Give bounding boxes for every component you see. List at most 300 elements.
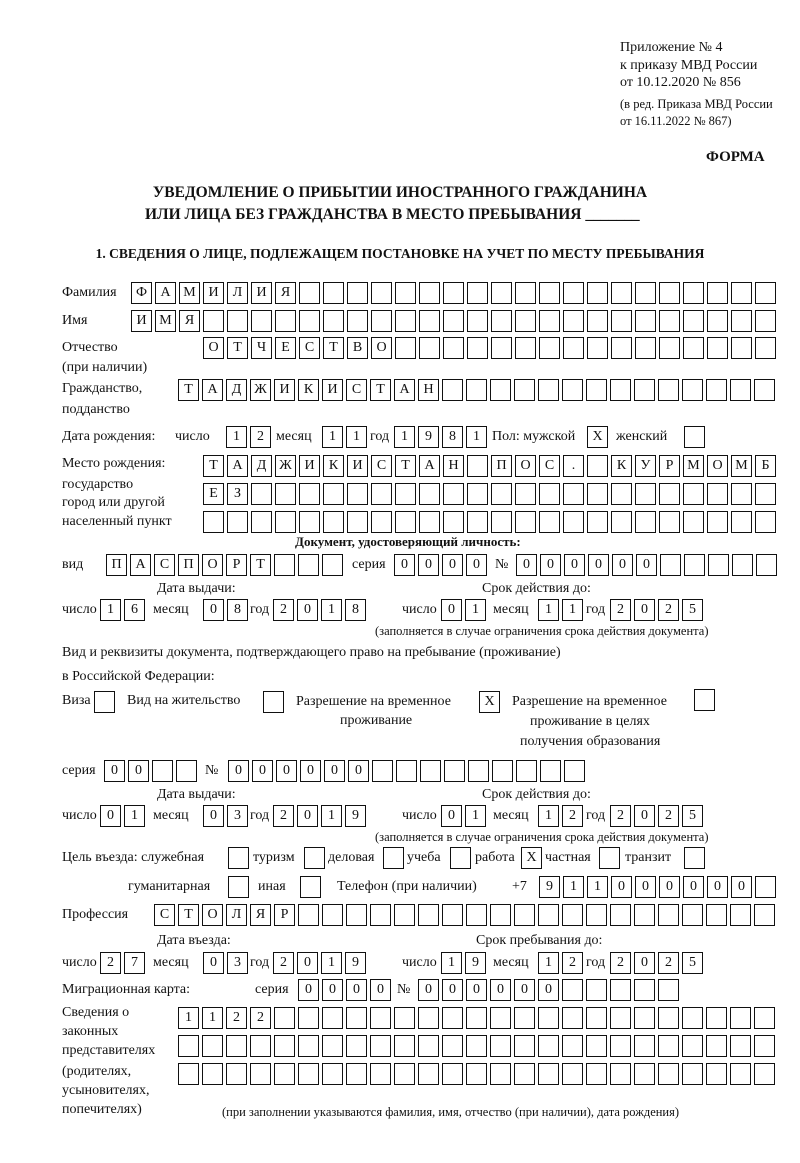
field-cell[interactable] — [562, 1063, 583, 1085]
field-cell[interactable]: Л — [227, 282, 248, 304]
field-cell[interactable]: 5 — [682, 599, 703, 621]
field-cell[interactable]: И — [131, 310, 152, 332]
field-cell[interactable] — [394, 904, 415, 926]
purpose-other-checkbox[interactable] — [300, 876, 324, 898]
field-cell[interactable]: 0 — [636, 554, 657, 576]
field-cell[interactable] — [586, 1007, 607, 1029]
field-cell[interactable] — [754, 379, 775, 401]
field-cell[interactable] — [514, 1035, 535, 1057]
field-cell[interactable]: 1 — [226, 426, 247, 448]
field-cell[interactable]: А — [155, 282, 176, 304]
field-cell[interactable]: 8 — [442, 426, 463, 448]
field-cell[interactable] — [228, 847, 249, 869]
field-cell[interactable]: 3 — [227, 952, 248, 974]
field-cell[interactable] — [298, 904, 319, 926]
field-cell[interactable]: 2 — [273, 599, 294, 621]
field-cell[interactable] — [539, 310, 560, 332]
field-cell[interactable] — [418, 1063, 439, 1085]
field-cell[interactable]: 6 — [124, 599, 145, 621]
field-cell[interactable] — [755, 876, 776, 898]
field-cell[interactable] — [634, 1035, 655, 1057]
field-cell[interactable]: Ж — [250, 379, 271, 401]
field-cell[interactable] — [202, 1035, 223, 1057]
field-cell[interactable] — [490, 1007, 511, 1029]
field-cell[interactable]: 0 — [612, 554, 633, 576]
field-cell[interactable] — [756, 554, 777, 576]
field-cell[interactable] — [515, 483, 536, 505]
field-cell[interactable]: 1 — [321, 599, 342, 621]
stay-issue-month-field[interactable] — [203, 805, 251, 827]
field-cell[interactable]: С — [154, 904, 175, 926]
doc-kind-field[interactable] — [106, 554, 346, 576]
field-cell[interactable]: 0 — [611, 876, 632, 898]
field-cell[interactable]: 1 — [346, 426, 367, 448]
field-cell[interactable] — [538, 1035, 559, 1057]
birth-day-field[interactable] — [226, 426, 274, 448]
field-cell[interactable] — [323, 282, 344, 304]
field-cell[interactable]: 0 — [466, 979, 487, 1001]
field-cell[interactable]: 0 — [203, 952, 224, 974]
stay-series-field[interactable] — [104, 760, 200, 782]
field-cell[interactable] — [610, 379, 631, 401]
field-cell[interactable] — [539, 483, 560, 505]
field-cell[interactable]: О — [515, 455, 536, 477]
field-cell[interactable]: Я — [179, 310, 200, 332]
field-cell[interactable] — [658, 979, 679, 1001]
field-cell[interactable] — [587, 310, 608, 332]
field-cell[interactable] — [658, 379, 679, 401]
field-cell[interactable] — [467, 511, 488, 533]
field-cell[interactable] — [659, 282, 680, 304]
field-cell[interactable] — [755, 511, 776, 533]
field-cell[interactable] — [490, 379, 511, 401]
field-cell[interactable] — [706, 379, 727, 401]
field-cell[interactable] — [394, 1007, 415, 1029]
field-cell[interactable] — [442, 904, 463, 926]
field-cell[interactable]: А — [227, 455, 248, 477]
field-cell[interactable] — [298, 1063, 319, 1085]
reps-field-2[interactable] — [178, 1035, 778, 1057]
phone-field[interactable] — [539, 876, 779, 898]
field-cell[interactable] — [420, 760, 441, 782]
field-cell[interactable]: 2 — [250, 1007, 271, 1029]
field-cell[interactable]: И — [322, 379, 343, 401]
field-cell[interactable]: 9 — [345, 952, 366, 974]
field-cell[interactable]: 0 — [441, 599, 462, 621]
field-cell[interactable] — [322, 904, 343, 926]
field-cell[interactable]: 0 — [300, 760, 321, 782]
stay-issue-year-field[interactable] — [273, 805, 369, 827]
field-cell[interactable]: 9 — [345, 805, 366, 827]
field-cell[interactable] — [250, 1035, 271, 1057]
field-cell[interactable]: С — [346, 379, 367, 401]
field-cell[interactable]: 1 — [562, 599, 583, 621]
field-cell[interactable] — [443, 483, 464, 505]
citizenship-field[interactable] — [178, 379, 778, 401]
field-cell[interactable] — [298, 554, 319, 576]
sex-male-checkbox[interactable] — [587, 426, 611, 448]
field-cell[interactable] — [731, 310, 752, 332]
field-cell[interactable] — [564, 760, 585, 782]
field-cell[interactable]: 0 — [203, 805, 224, 827]
field-cell[interactable] — [611, 483, 632, 505]
field-cell[interactable] — [394, 1035, 415, 1057]
field-cell[interactable]: 2 — [658, 952, 679, 974]
field-cell[interactable]: 1 — [587, 876, 608, 898]
field-cell[interactable] — [322, 1063, 343, 1085]
field-cell[interactable] — [562, 979, 583, 1001]
field-cell[interactable]: 0 — [634, 952, 655, 974]
field-cell[interactable]: 0 — [100, 805, 121, 827]
field-cell[interactable] — [371, 282, 392, 304]
field-cell[interactable]: 2 — [610, 805, 631, 827]
field-cell[interactable] — [754, 1035, 775, 1057]
field-cell[interactable] — [227, 310, 248, 332]
field-cell[interactable]: 0 — [276, 760, 297, 782]
field-cell[interactable] — [251, 310, 272, 332]
field-cell[interactable] — [347, 511, 368, 533]
field-cell[interactable] — [442, 1035, 463, 1057]
field-cell[interactable] — [611, 511, 632, 533]
field-cell[interactable] — [251, 511, 272, 533]
field-cell[interactable] — [540, 760, 561, 782]
field-cell[interactable] — [228, 876, 249, 898]
field-cell[interactable] — [346, 1007, 367, 1029]
field-cell[interactable]: Т — [250, 554, 271, 576]
field-cell[interactable] — [707, 310, 728, 332]
field-cell[interactable]: 0 — [635, 876, 656, 898]
field-cell[interactable] — [300, 876, 321, 898]
field-cell[interactable] — [491, 337, 512, 359]
field-cell[interactable]: И — [251, 282, 272, 304]
field-cell[interactable] — [346, 1035, 367, 1057]
field-cell[interactable]: 0 — [707, 876, 728, 898]
field-cell[interactable]: 0 — [324, 760, 345, 782]
field-cell[interactable] — [586, 979, 607, 1001]
field-cell[interactable]: 1 — [465, 599, 486, 621]
field-cell[interactable] — [755, 483, 776, 505]
field-cell[interactable]: З — [227, 483, 248, 505]
field-cell[interactable] — [682, 1007, 703, 1029]
field-cell[interactable] — [586, 1035, 607, 1057]
field-cell[interactable] — [394, 1063, 415, 1085]
field-cell[interactable]: С — [154, 554, 175, 576]
field-cell[interactable] — [708, 554, 729, 576]
field-cell[interactable] — [443, 282, 464, 304]
field-cell[interactable] — [419, 483, 440, 505]
field-cell[interactable]: К — [323, 455, 344, 477]
field-cell[interactable] — [514, 1007, 535, 1029]
field-cell[interactable]: Б — [755, 455, 776, 477]
field-cell[interactable] — [250, 1063, 271, 1085]
doc-series-field[interactable] — [394, 554, 490, 576]
field-cell[interactable] — [418, 904, 439, 926]
field-cell[interactable] — [730, 904, 751, 926]
field-cell[interactable] — [538, 379, 559, 401]
field-cell[interactable] — [586, 1063, 607, 1085]
field-cell[interactable] — [491, 483, 512, 505]
field-cell[interactable]: X — [479, 691, 500, 713]
field-cell[interactable]: 7 — [124, 952, 145, 974]
field-cell[interactable]: Р — [274, 904, 295, 926]
field-cell[interactable] — [178, 1063, 199, 1085]
field-cell[interactable] — [226, 1035, 247, 1057]
field-cell[interactable]: 1 — [178, 1007, 199, 1029]
field-cell[interactable] — [383, 847, 404, 869]
field-cell[interactable]: 2 — [100, 952, 121, 974]
field-cell[interactable]: 0 — [394, 554, 415, 576]
field-cell[interactable] — [466, 904, 487, 926]
field-cell[interactable]: 0 — [564, 554, 585, 576]
field-cell[interactable]: 1 — [124, 805, 145, 827]
field-cell[interactable] — [322, 1007, 343, 1029]
field-cell[interactable] — [346, 904, 367, 926]
field-cell[interactable]: X — [521, 847, 542, 869]
field-cell[interactable] — [587, 282, 608, 304]
field-cell[interactable] — [706, 1007, 727, 1029]
purpose-work-checkbox[interactable] — [521, 847, 545, 869]
field-cell[interactable] — [684, 554, 705, 576]
field-cell[interactable]: К — [298, 379, 319, 401]
field-cell[interactable] — [275, 310, 296, 332]
field-cell[interactable] — [395, 310, 416, 332]
field-cell[interactable]: М — [179, 282, 200, 304]
field-cell[interactable] — [586, 904, 607, 926]
field-cell[interactable] — [178, 1035, 199, 1057]
field-cell[interactable] — [635, 483, 656, 505]
field-cell[interactable]: 2 — [610, 952, 631, 974]
field-cell[interactable]: 0 — [252, 760, 273, 782]
field-cell[interactable] — [683, 511, 704, 533]
field-cell[interactable]: 0 — [490, 979, 511, 1001]
field-cell[interactable] — [347, 282, 368, 304]
field-cell[interactable] — [706, 1035, 727, 1057]
surname-field[interactable] — [131, 282, 779, 304]
field-cell[interactable]: 2 — [658, 599, 679, 621]
field-cell[interactable] — [275, 483, 296, 505]
field-cell[interactable] — [516, 760, 537, 782]
field-cell[interactable]: В — [347, 337, 368, 359]
field-cell[interactable] — [227, 511, 248, 533]
field-cell[interactable] — [466, 1035, 487, 1057]
field-cell[interactable] — [152, 760, 173, 782]
field-cell[interactable]: . — [563, 455, 584, 477]
field-cell[interactable]: Я — [275, 282, 296, 304]
field-cell[interactable] — [490, 904, 511, 926]
field-cell[interactable] — [490, 1035, 511, 1057]
field-cell[interactable]: 2 — [658, 805, 679, 827]
field-cell[interactable]: 2 — [273, 952, 294, 974]
field-cell[interactable] — [372, 760, 393, 782]
field-cell[interactable] — [563, 483, 584, 505]
field-cell[interactable]: 0 — [588, 554, 609, 576]
field-cell[interactable] — [563, 337, 584, 359]
field-cell[interactable] — [467, 282, 488, 304]
purpose-transit-checkbox[interactable] — [684, 847, 708, 869]
field-cell[interactable] — [275, 511, 296, 533]
field-cell[interactable] — [176, 760, 197, 782]
field-cell[interactable]: 1 — [321, 952, 342, 974]
field-cell[interactable] — [754, 1063, 775, 1085]
field-cell[interactable]: 0 — [128, 760, 149, 782]
stay-valid-year-field[interactable] — [610, 805, 706, 827]
field-cell[interactable] — [706, 904, 727, 926]
profession-field[interactable] — [154, 904, 778, 926]
field-cell[interactable]: 0 — [228, 760, 249, 782]
field-cell[interactable] — [732, 554, 753, 576]
field-cell[interactable]: И — [299, 455, 320, 477]
field-cell[interactable] — [659, 337, 680, 359]
field-cell[interactable] — [706, 1063, 727, 1085]
field-cell[interactable] — [684, 847, 705, 869]
field-cell[interactable] — [323, 511, 344, 533]
field-cell[interactable]: 0 — [298, 979, 319, 1001]
field-cell[interactable] — [659, 511, 680, 533]
field-cell[interactable]: 2 — [562, 952, 583, 974]
birthplace-field-2[interactable] — [203, 483, 779, 505]
entry-year-field[interactable] — [273, 952, 369, 974]
field-cell[interactable]: 1 — [321, 805, 342, 827]
field-cell[interactable] — [274, 1035, 295, 1057]
field-cell[interactable] — [203, 511, 224, 533]
field-cell[interactable]: А — [130, 554, 151, 576]
field-cell[interactable] — [347, 310, 368, 332]
field-cell[interactable]: О — [202, 904, 223, 926]
field-cell[interactable] — [467, 310, 488, 332]
field-cell[interactable]: 5 — [682, 805, 703, 827]
field-cell[interactable] — [419, 310, 440, 332]
purpose-business-checkbox[interactable] — [383, 847, 407, 869]
field-cell[interactable] — [731, 511, 752, 533]
purpose-private-checkbox[interactable] — [599, 847, 623, 869]
field-cell[interactable]: Т — [178, 904, 199, 926]
field-cell[interactable] — [490, 1063, 511, 1085]
field-cell[interactable] — [396, 760, 417, 782]
field-cell[interactable] — [635, 511, 656, 533]
field-cell[interactable] — [491, 310, 512, 332]
field-cell[interactable]: Т — [370, 379, 391, 401]
field-cell[interactable] — [299, 511, 320, 533]
reps-field-1[interactable] — [178, 1007, 778, 1029]
field-cell[interactable] — [263, 691, 284, 713]
birthplace-field-1[interactable] — [203, 455, 779, 477]
stay-valid-month-field[interactable] — [538, 805, 586, 827]
field-cell[interactable]: 2 — [250, 426, 271, 448]
stay-valid-day-field[interactable] — [441, 805, 489, 827]
field-cell[interactable] — [299, 282, 320, 304]
field-cell[interactable] — [442, 1063, 463, 1085]
field-cell[interactable]: 0 — [441, 805, 462, 827]
field-cell[interactable] — [274, 1063, 295, 1085]
until-month-field[interactable] — [538, 952, 586, 974]
field-cell[interactable] — [419, 282, 440, 304]
field-cell[interactable]: 0 — [540, 554, 561, 576]
entry-month-field[interactable] — [203, 952, 251, 974]
field-cell[interactable]: 0 — [442, 554, 463, 576]
mc-number-field[interactable] — [418, 979, 682, 1001]
field-cell[interactable] — [731, 483, 752, 505]
field-cell[interactable] — [635, 337, 656, 359]
field-cell[interactable] — [94, 691, 115, 713]
field-cell[interactable]: 2 — [562, 805, 583, 827]
stay-number-field[interactable] — [228, 760, 588, 782]
field-cell[interactable] — [251, 483, 272, 505]
field-cell[interactable] — [347, 483, 368, 505]
field-cell[interactable]: 0 — [322, 979, 343, 1001]
field-cell[interactable]: Р — [659, 455, 680, 477]
field-cell[interactable]: X — [587, 426, 608, 448]
purpose-tourism-checkbox[interactable] — [304, 847, 328, 869]
until-year-field[interactable] — [610, 952, 706, 974]
field-cell[interactable]: 1 — [538, 599, 559, 621]
field-cell[interactable] — [562, 379, 583, 401]
field-cell[interactable] — [587, 511, 608, 533]
field-cell[interactable]: Ф — [131, 282, 152, 304]
field-cell[interactable]: 1 — [100, 599, 121, 621]
field-cell[interactable] — [370, 1007, 391, 1029]
field-cell[interactable] — [587, 455, 608, 477]
field-cell[interactable]: С — [299, 337, 320, 359]
field-cell[interactable] — [323, 310, 344, 332]
field-cell[interactable] — [634, 904, 655, 926]
field-cell[interactable] — [562, 1007, 583, 1029]
doc-number-field[interactable] — [516, 554, 780, 576]
field-cell[interactable] — [610, 1035, 631, 1057]
field-cell[interactable] — [658, 1063, 679, 1085]
field-cell[interactable] — [515, 337, 536, 359]
field-cell[interactable] — [370, 1063, 391, 1085]
field-cell[interactable] — [683, 282, 704, 304]
mc-series-field[interactable] — [298, 979, 394, 1001]
field-cell[interactable] — [395, 282, 416, 304]
field-cell[interactable] — [467, 455, 488, 477]
field-cell[interactable] — [707, 282, 728, 304]
field-cell[interactable]: И — [203, 282, 224, 304]
field-cell[interactable] — [323, 483, 344, 505]
field-cell[interactable]: И — [347, 455, 368, 477]
field-cell[interactable]: 1 — [394, 426, 415, 448]
field-cell[interactable]: 1 — [322, 426, 343, 448]
field-cell[interactable]: 0 — [346, 979, 367, 1001]
field-cell[interactable]: Д — [226, 379, 247, 401]
field-cell[interactable] — [491, 282, 512, 304]
field-cell[interactable] — [660, 554, 681, 576]
field-cell[interactable]: 0 — [516, 554, 537, 576]
doc-issue-year-field[interactable] — [273, 599, 369, 621]
purpose-humanitarian-checkbox[interactable] — [228, 876, 252, 898]
field-cell[interactable] — [730, 1035, 751, 1057]
field-cell[interactable]: У — [635, 455, 656, 477]
field-cell[interactable] — [467, 483, 488, 505]
field-cell[interactable]: М — [731, 455, 752, 477]
field-cell[interactable]: О — [371, 337, 392, 359]
field-cell[interactable]: Т — [227, 337, 248, 359]
field-cell[interactable] — [418, 1007, 439, 1029]
field-cell[interactable] — [755, 337, 776, 359]
field-cell[interactable]: 0 — [683, 876, 704, 898]
field-cell[interactable] — [683, 310, 704, 332]
field-cell[interactable] — [298, 1007, 319, 1029]
field-cell[interactable] — [442, 1007, 463, 1029]
field-cell[interactable] — [730, 1007, 751, 1029]
field-cell[interactable]: 2 — [273, 805, 294, 827]
field-cell[interactable] — [202, 1063, 223, 1085]
field-cell[interactable] — [730, 379, 751, 401]
field-cell[interactable] — [466, 1007, 487, 1029]
field-cell[interactable]: К — [611, 455, 632, 477]
field-cell[interactable]: С — [371, 455, 392, 477]
field-cell[interactable] — [492, 760, 513, 782]
